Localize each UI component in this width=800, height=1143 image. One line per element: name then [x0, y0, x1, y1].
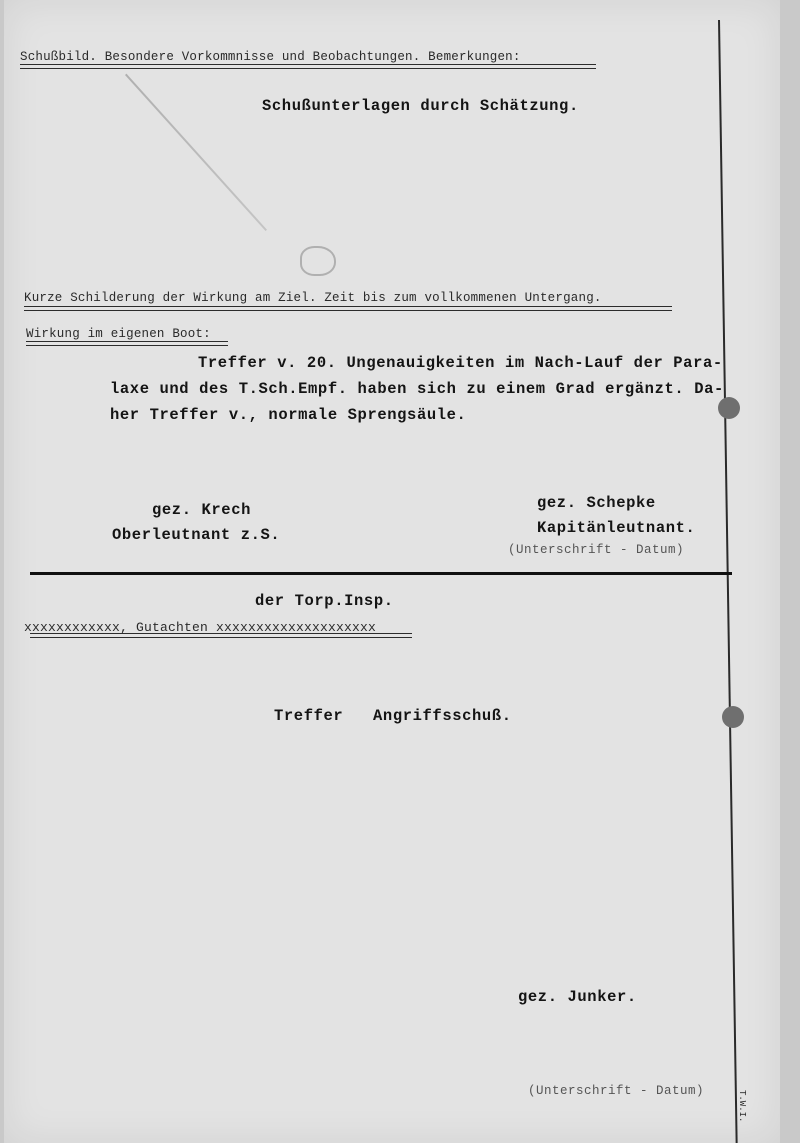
form-label-wirkung-boot: Wirkung im eigenen Boot:: [26, 327, 211, 341]
ink-blot: [300, 246, 336, 276]
signer-right-name: gez. Schepke: [537, 494, 656, 512]
form-rule-1: [20, 64, 596, 69]
form-label-wirkung-ziel: Kurze Schilderung der Wirkung am Ziel. Zeit bis zum vollkommenen Untergang.: [24, 291, 602, 305]
form-rule-3: [26, 341, 228, 346]
signer-right-rank: Kapitänleutnant.: [537, 519, 696, 537]
form-rule-4: [30, 633, 412, 638]
assessment-label: xxxxxxxxxxxx, Gutachten xxxxxxxxxxxxxxxxxxxx: [24, 620, 377, 635]
report-line: her Treffer v., normale Sprengsäule.: [110, 406, 467, 424]
margin-mark: T.W.I.: [737, 1090, 747, 1123]
signer-bottom: gez. Junker.: [518, 988, 637, 1006]
typed-report-body: [110, 350, 724, 428]
section-divider: [30, 572, 732, 575]
inspector-header: der Torp.Insp.: [255, 592, 394, 610]
punch-hole-bottom: [722, 706, 744, 728]
report-line: laxe und des T.Sch.Empf. haben sich zu einem Grad ergänzt. Da-: [110, 380, 724, 398]
report-line: Treffer v. 20. Ungenauigkeiten im Nach-Lauf der Para-: [198, 354, 723, 372]
signer-left-rank: Oberleutnant z.S.: [112, 526, 281, 544]
form-label-schussbild: Schußbild. Besondere Vorkommnisse und Beobachtungen. Bemerkungen:: [20, 50, 521, 64]
signature-hint-1: (Unterschrift - Datum): [508, 543, 685, 557]
assessment-text: Treffer Angriffsschuß.: [274, 707, 512, 725]
form-rule-2: [24, 306, 672, 311]
typed-estimate: Schußunterlagen durch Schätzung.: [262, 97, 579, 115]
signer-left-name: gez. Krech: [152, 501, 252, 519]
signature-hint-2: (Unterschrift - Datum): [528, 1084, 705, 1098]
